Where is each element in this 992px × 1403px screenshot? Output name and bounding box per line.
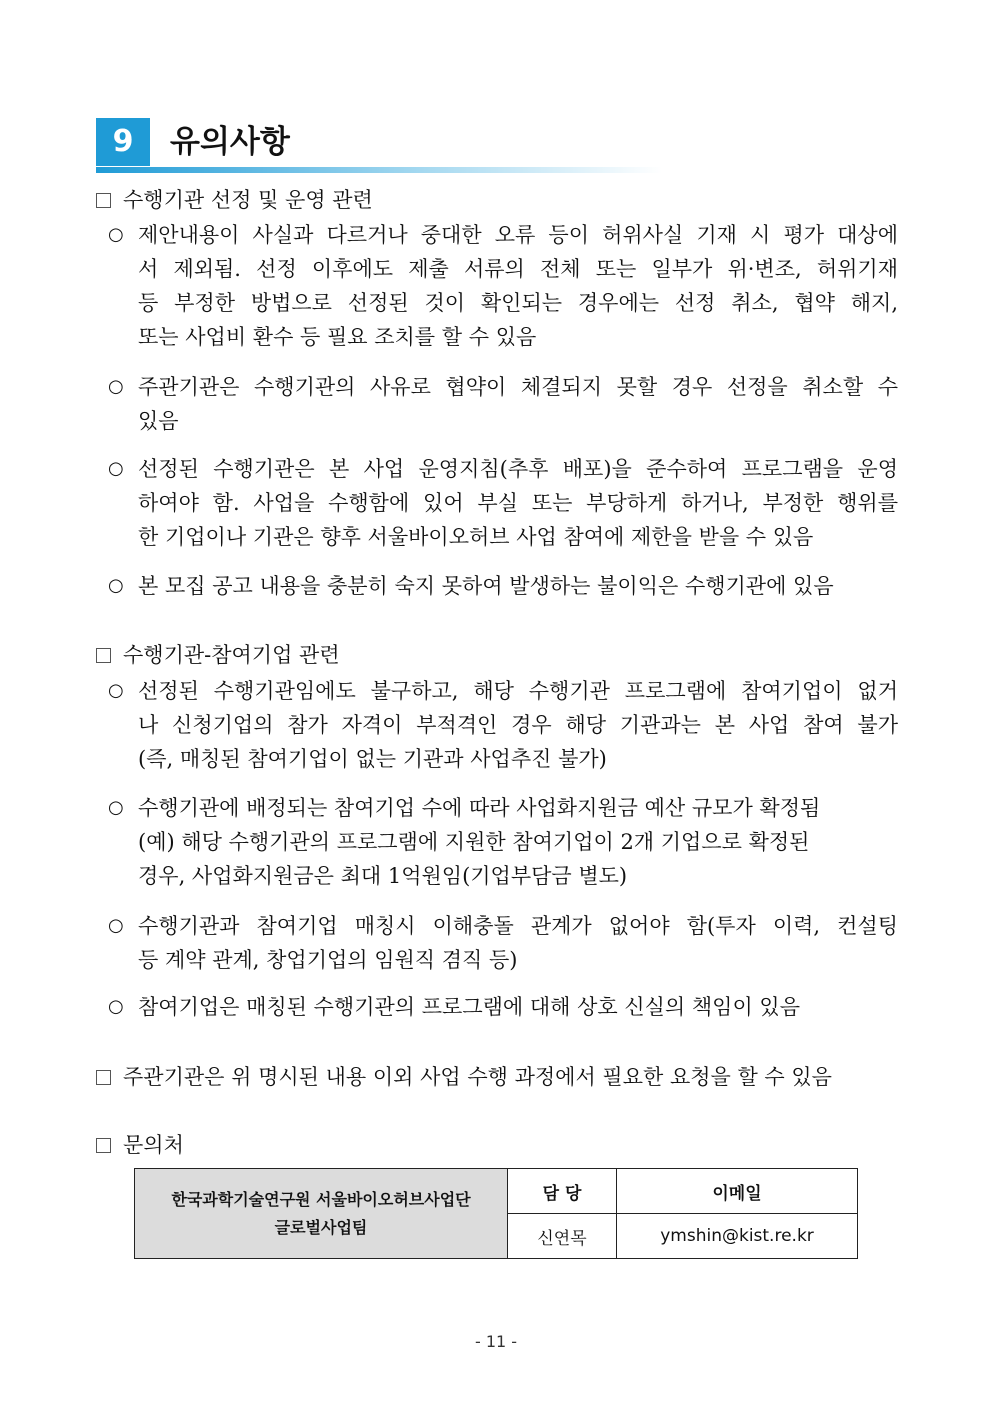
contact-table xyxy=(134,1168,858,1259)
heading-underline xyxy=(96,167,662,173)
circle-bullet-icon: ○ xyxy=(108,376,124,397)
section-header-requests: 주관기관은 위 명시된 내용 이외 사업 수행 과정에서 필요한 요청을 할 수 있음 xyxy=(96,1062,832,1092)
section-header-matching: 수행기관-참여기업 관련 xyxy=(96,640,340,670)
list-item: ○ 참여기업은 매칭된 수행기관의 프로그램에 대해 상호 신실의 책임이 있음 xyxy=(108,990,898,1024)
section-title: 유의사항 xyxy=(170,124,290,160)
circle-bullet-icon: ○ xyxy=(108,575,124,596)
circle-bullet-icon: ○ xyxy=(108,680,124,701)
list-item: ○ 수행기관과 참여기업 매칭시 이해충돌 관계가 없어야 함(투자 이력, 컨설팅 등 계약 관계, 창업기업의 임원직 겸직 등) xyxy=(108,909,898,977)
checkbox-square-icon xyxy=(96,1138,111,1153)
list-item: ○ 선정된 수행기관은 본 사업 운영지침(추후 배포)을 준수하여 프로그램을 운영 하여야 함. 사업을 수행함에 있어 부실 또는 부당하게 하거나, 부정한 행위를 한 기업이나 기관은 향후 서울바이오허브 사업 참여에 제한을 받을 수 있음 xyxy=(108,452,898,554)
circle-bullet-icon: ○ xyxy=(108,915,124,936)
checkbox-square-icon xyxy=(96,1070,111,1085)
section-number-badge: 9 xyxy=(96,118,150,166)
section-header-selection: 수행기관 선정 및 운영 관련 xyxy=(96,185,373,215)
email-address[interactable]: ymshin@kist.re.kr xyxy=(617,1214,858,1259)
circle-bullet-icon: ○ xyxy=(108,224,124,245)
checkbox-square-icon xyxy=(96,193,111,208)
organization-cell: 한국과학기술연구원 서울바이오허브사업단 글로벌사업팀 xyxy=(135,1169,508,1259)
email-header: 이메일 xyxy=(617,1169,858,1214)
circle-bullet-icon: ○ xyxy=(108,996,124,1017)
section-header-contact: 문의처 xyxy=(96,1130,184,1160)
checkbox-square-icon xyxy=(96,648,111,663)
circle-bullet-icon: ○ xyxy=(108,458,124,479)
list-item: ○ 선정된 수행기관임에도 불구하고, 해당 수행기관 프로그램에 참여기업이 없거 나 신청기업의 참가 자격이 부적격인 경우 해당 기관과는 본 사업 참여 불가 (즉, 매칭된 참여기업이 없는 기관과 사업추진 불가) xyxy=(108,674,898,776)
list-item: ○ 본 모집 공고 내용을 충분히 숙지 못하여 발생하는 불이익은 수행기관에 있음 xyxy=(108,569,898,603)
page-number: - 11 - xyxy=(474,1332,518,1351)
manager-header: 담 당 xyxy=(508,1169,617,1214)
circle-bullet-icon: ○ xyxy=(108,797,124,818)
list-item: ○ 수행기관에 배정되는 참여기업 수에 따라 사업화지원금 예산 규모가 확정됨 (예) 해당 수행기관의 프로그램에 지원한 참여기업이 2개 기업으로 확정된 경우, 사업화지원금은 최대 1억원임(기업부담금 별도) xyxy=(108,791,898,893)
list-item: ○ 제안내용이 사실과 다르거나 중대한 오류 등이 허위사실 기재 시 평가 대상에 서 제외됨. 선정 이후에도 제출 서류의 전체 또는 일부가 위·변조, 허위기재 등 부정한 방법으로 선정된 것이 확인되는 경우에는 선정 취소, 협약 해지, 또는 사업비 환수 등 필요 조치를 할 수 있음 xyxy=(108,218,898,354)
list-item: ○ 주관기관은 수행기관의 사유로 협약이 체결되지 못할 경우 선정을 취소할 수 있음 xyxy=(108,370,898,438)
manager-name: 신연목 xyxy=(508,1214,617,1259)
